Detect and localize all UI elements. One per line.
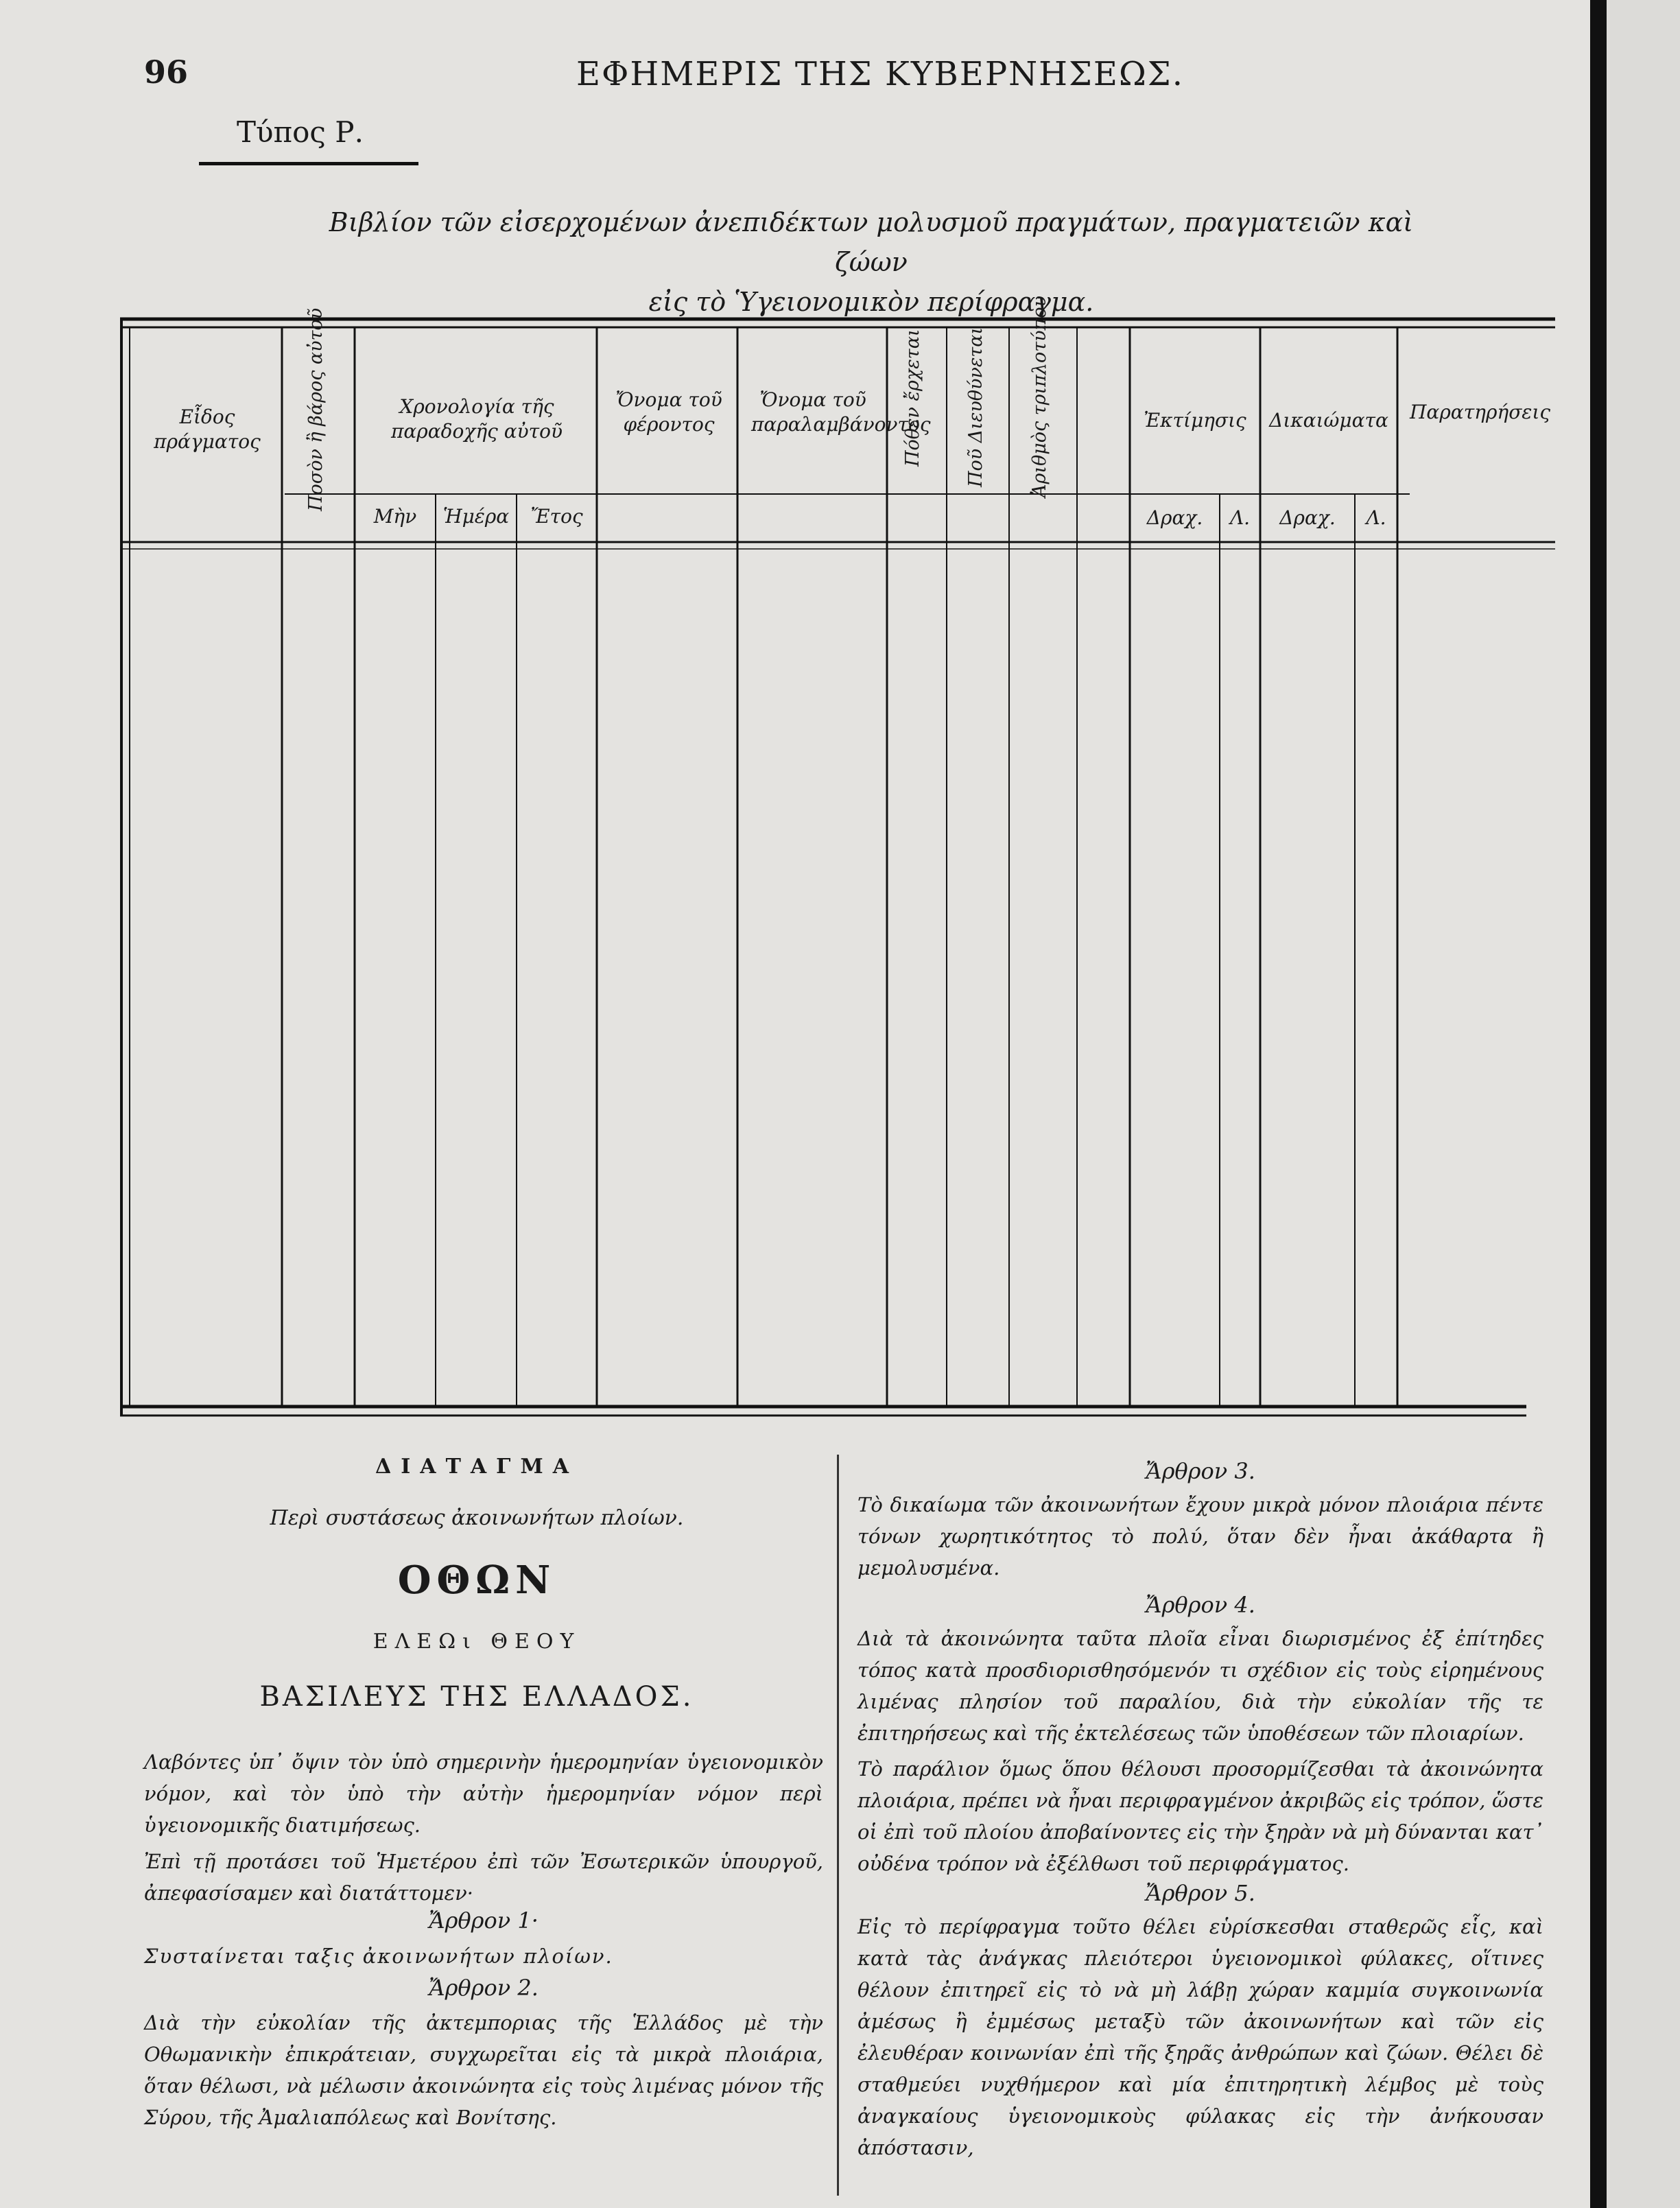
sub-header-lepta-fees: Λ. — [1366, 506, 1386, 529]
article-1-heading: Ἄρθρον 1· — [429, 1907, 539, 1934]
sub-header-day: Ἡμέρα — [442, 505, 510, 528]
running-head: ΕΦΗΜΕΡΙΣ ΤΗΣ ΚΥΒΕΡΝΗΣΕΩΣ. — [576, 55, 1184, 93]
col-header-quantity: Ποσὸν ἢ βάρος αὐτοῦ — [305, 307, 327, 511]
col-header-chronology: Χρονολογία τῆς παραδοχῆς αὐτοῦ — [390, 395, 563, 443]
decree-preamble: Λαβόντες ὑπ᾽ ὄψιν τὸν ὑπὸ σημερινὴν ἡμερομηνίαν ὑγειονομικὸν νόμον, καὶ τὸν ὑπὸ τὴν αὐτὴν ἡμερομηνίαν νόμον περὶ ὑγειονομικῆς διατιμήσεως. — [144, 1750, 823, 1837]
col-header-valuation: Ἐκτίμησις — [1144, 409, 1246, 432]
article-5-heading: Ἄρθρον 5. — [1146, 1880, 1255, 1906]
book-gutter — [1590, 0, 1607, 2208]
decree-title: ΔΙΑΤΑΓΜΑ — [375, 1455, 578, 1479]
caption-line-1: Βιβλίον τῶν εἰσερχομένων ἀνεπιδέκτων μολυσμοῦ πραγμάτων, πραγματειῶν καὶ ζώων — [329, 207, 1414, 277]
form-label-underline — [199, 162, 418, 165]
adjacent-page-edge — [1607, 0, 1680, 2208]
article-2-text: Διὰ τὴν εὐκολίαν τῆς ἀκτεμποριας τῆς Ἑλλάδος μὲ τὴν Οθωμανικὴν ἐπικράτειαν, συγχωρεῖται εἰς τὰ μικρὰ πλοιάρια, ὅταν θέλωσι, νὰ μέλωσιν ἀκοινώνητα εἰς τοὺς λιμένας μόνον τῆς Σύρου, τῆς Ἀμαλιαπόλεως καὶ Βονίτσης. — [144, 2011, 823, 2129]
decree-subject: Περὶ συστάσεως ἀκοινωνήτων πλοίων. — [270, 1506, 684, 1530]
form-label: Τύπος Ρ. — [237, 115, 364, 149]
sub-header-drachmas-fees: Δραχ. — [1279, 506, 1336, 529]
article-2-heading: Ἄρθρον 2. — [429, 1975, 539, 2001]
col-header-origin: Πόθεν ἔρχεται — [902, 329, 923, 467]
article-1-text: Συσταίνεται ταξις ἀκοινωνήτων πλοίων. — [144, 1945, 613, 1968]
king-title: ΒΑΣΙΛΕΥΣ ΤΗΣ ΕΛΛΑΔΟΣ. — [259, 1681, 694, 1713]
king-name: ΟΘΩΝ — [397, 1558, 556, 1603]
sub-header-year: Ἔτος — [530, 505, 583, 528]
col-header-carrier-name: Ὄνομα τοῦ φέροντος — [615, 388, 722, 436]
article-4-text-1: Διὰ τὰ ἀκοινώνητα ταῦτα πλοῖα εἶναι διωρισμένος ἐξ ἐπίτηδες τόπος κατὰ προσδιορισθησόμενόν τι σχέδιον εἰς τοὺς εἰρημένους λιμένας πλησίον τοῦ παραλίου, διὰ τὴν εὐκολίαν τῆς τε ἐπιτηρήσεως καὶ τῆς ἐκτελέσεως τῶν ὑποθέσεων τῶν πλοιαρίων. — [857, 1627, 1543, 1745]
page-number: 96 — [144, 54, 189, 91]
sub-header-drachmas-valuation: Δραχ. — [1146, 506, 1203, 529]
col-header-triplicate-number: Ἀριθμὸς τριπλοτύπου — [1029, 296, 1050, 497]
ledger-rules — [120, 312, 1555, 1424]
col-header-receiver-name: Ὄνομα τοῦ παραλαμβάνοντος — [751, 388, 931, 436]
table-caption — [322, 202, 1420, 322]
col-header-remarks: Παρατηρήσεις — [1410, 401, 1550, 423]
col-header-item-type: Εἶδος πράγματος — [154, 406, 261, 453]
sub-header-month: Μὴν — [373, 505, 417, 528]
article-3-heading: Ἄρθρον 3. — [1146, 1458, 1255, 1484]
col-header-fees: Δικαιώματα — [1269, 409, 1388, 432]
article-5-text: Εἰς τὸ περίφραγμα τοῦτο θέλει εὑρίσκεσθαι σταθερῶς εἷς, καὶ κατὰ τὰς ἀνάγκας πλειότεροι ὑγειονομικοὶ φύλακες, οἵτινες θέλουν ἐπιτηρεῖ εἰς τὸ νὰ μὴ λάβῃ χώραν καμμία συγκοινωνία ἀμέσως ἢ ἐμμέσως μεταξὺ τῶν ἀκοινωνήτων καὶ τῶν εἰς ἐλευθέραν κοινωνίαν ἐπὶ τῆς ξηρᾶς ἀνθρώπων καὶ ζώων. Θέλει δὲ σταθμεύει νυχθήμερον καὶ μία ἐπιτηρητικὴ λέμβος μὲ τοὺς ἀναγκαίους ὑγειονομικοὺς φύλακας εἰς τὴν ἀνήκουσαν ἀπόστασιν, — [857, 1915, 1543, 2159]
article-3-text: Τὸ δικαίωμα τῶν ἀκοινωνήτων ἔχουν μικρὰ μόνον πλοιάρια πέντε τόνων χωρητικότητος τὸ πολύ, ὅταν δὲν ἦναι ἀκάθαρτα ἢ μεμολυσμένα. — [857, 1493, 1543, 1579]
article-4-heading: Ἄρθρον 4. — [1146, 1592, 1255, 1618]
decree-proposal: Ἐπὶ τῇ προτάσει τοῦ Ἡμετέρου ἐπὶ τῶν Ἐσωτερικῶν ὑπουργοῦ, ἀπεφασίσαμεν καὶ διατάττομεν· — [144, 1850, 823, 1905]
column-divider — [837, 1455, 839, 2196]
grace-line: ΕΛΕΩι ΘΕΟΥ — [372, 1630, 581, 1654]
sub-header-lepta-valuation: Λ. — [1229, 506, 1251, 529]
article-4-text-2: Τὸ παράλιον ὅμως ὅπου θέλουσι προσορμίζεσθαι τὰ ἀκοινώνητα πλοιάρια, πρέπει νὰ ἦναι περιφραγμένον ἀκριβῶς εἰς τρόπον, ὥστε οἱ ἐπὶ τοῦ πλοίου ἀποβαίνοντες εἰς τὴν ξηρὰν νὰ μὴ δύνανται κατ᾽ οὐδένα τρόπον νὰ ἐξέλθωσι τοῦ περιφράγματος. — [857, 1757, 1543, 1875]
caption-line-2: εἰς τὸ Ὑγειονομικὸν περίφραγμα. — [648, 287, 1094, 317]
col-header-destination: Ποῦ Διευθύνεται — [965, 327, 986, 487]
